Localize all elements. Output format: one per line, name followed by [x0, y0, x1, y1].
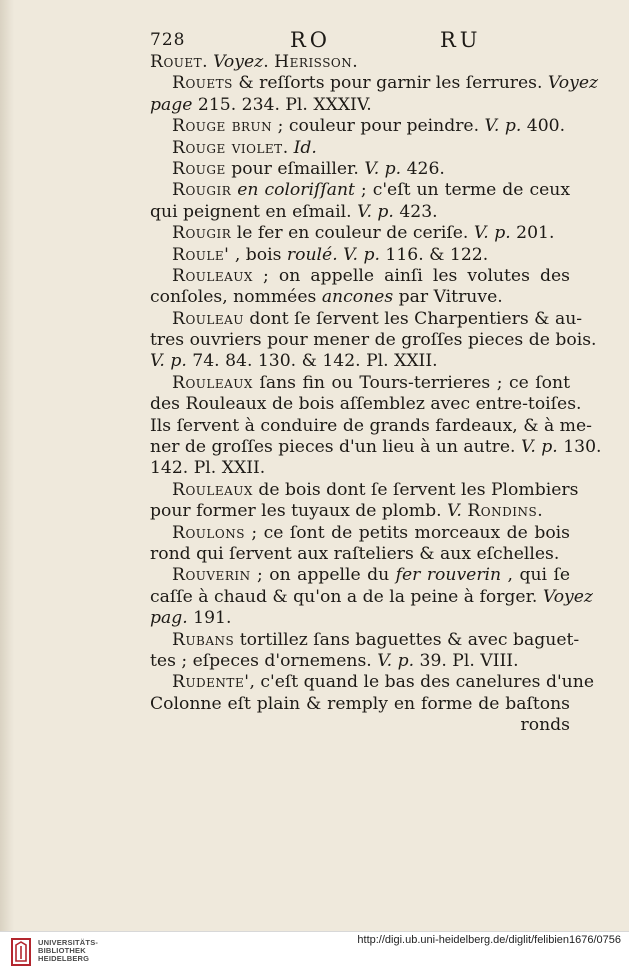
- line-content: [172, 116, 565, 136]
- text-line: [150, 223, 570, 244]
- text-line: [150, 373, 570, 394]
- text-span: pour former les tuyaux de plomb.: [150, 501, 447, 522]
- text-span: .: [202, 52, 214, 72]
- running-head-left: RO: [290, 28, 332, 52]
- text-line: [150, 415, 592, 437]
- text-line: [150, 586, 593, 608]
- text-span: .: [537, 501, 543, 522]
- line-content: [150, 437, 601, 457]
- text-line: [150, 308, 583, 330]
- text-span: ronds: [520, 715, 570, 736]
- line-content: [172, 672, 594, 692]
- line-content: [172, 180, 570, 200]
- logo-line: BIBLIOTHEK: [38, 946, 86, 955]
- line-content: [150, 458, 265, 478]
- entry-headword: Rougir: [172, 223, 232, 244]
- line-content: [172, 565, 570, 585]
- text-span: pour eſmailler.: [225, 158, 365, 179]
- line-content: [172, 373, 570, 393]
- line-content: [172, 223, 554, 243]
- text-line: [150, 202, 570, 223]
- italic-text: V. p.: [343, 244, 380, 265]
- line-content: [172, 309, 582, 329]
- text-line: [150, 159, 570, 180]
- text-span: 74. 84. 130. & 142. Pl. XXII.: [186, 351, 438, 372]
- text-span: ; on appelle du: [250, 565, 396, 586]
- entry-headword: Rouleaux: [172, 265, 253, 286]
- text-line: [150, 694, 570, 715]
- running-head: [150, 30, 580, 54]
- text-span: ſans fin ou Tours-terrieres ; ce ſont: [252, 372, 570, 393]
- entry-headword: Rudente': [172, 672, 250, 693]
- text-line: [150, 138, 570, 159]
- entry-headword: Rouleau: [172, 308, 244, 329]
- text-line: [150, 651, 570, 672]
- line-content: [150, 544, 559, 564]
- text-span: de bois dont ſe ſervent les Plombiers: [252, 479, 579, 500]
- line-content: [172, 266, 570, 286]
- text-line: [150, 266, 570, 287]
- italic-text: Voyez: [547, 73, 599, 94]
- entry-headword: Rougir: [172, 180, 232, 201]
- italic-text: V. p.: [364, 158, 402, 179]
- text-span: 423.: [393, 201, 438, 222]
- text-span: .: [282, 137, 294, 158]
- entry-headword: Roule': [172, 244, 230, 265]
- text-span: rond qui ſervent aux raſteliers & aux eſchelles.: [150, 543, 560, 564]
- text-span: le fer en couleur de ceriſe.: [231, 223, 474, 244]
- italic-text: V. p.: [520, 437, 558, 458]
- text-span: , qui ſe: [501, 565, 570, 586]
- line-content: [172, 138, 317, 158]
- text-span: tortillez ſans baguettes & avec baguet-: [234, 629, 580, 650]
- italic-text: V. p.: [357, 201, 394, 222]
- text-span: dont ſe ſervent les Charpentiers & au-: [243, 308, 583, 329]
- entry-headword: Rouleaux: [172, 372, 253, 393]
- text-line: [150, 245, 570, 266]
- text-line: [150, 95, 570, 116]
- text-span: tres ouvriers pour mener de groſſes pieces de bois.: [150, 330, 597, 351]
- text-span: 191.: [187, 608, 232, 629]
- text-span: 142. Pl. XXII.: [150, 458, 266, 479]
- text-line: [150, 116, 570, 137]
- line-content: [150, 501, 543, 521]
- text-line: [150, 437, 602, 458]
- entry-headword: Rouge: [172, 158, 226, 179]
- text-span: 39. Pl. VIII.: [414, 650, 519, 671]
- entry-headword: Rouets: [172, 73, 233, 94]
- line-content: [150, 694, 570, 714]
- italic-text: en coloriſſant: [237, 180, 355, 201]
- text-line: [150, 287, 570, 308]
- line-content: [150, 587, 593, 607]
- text-line: [150, 501, 570, 522]
- italic-text: fer rouverin: [395, 565, 502, 586]
- entry-headword: Rubans: [172, 629, 235, 650]
- line-content: [150, 202, 438, 222]
- text-span: tes ; eſpeces d'ornemens.: [150, 650, 378, 671]
- line-content: [172, 480, 578, 500]
- line-content: [150, 95, 372, 115]
- dictionary-entries: [150, 52, 602, 737]
- text-line: [150, 565, 570, 586]
- text-line: [150, 351, 570, 372]
- running-head-right: RU: [440, 28, 482, 52]
- line-content: [150, 330, 596, 350]
- text-span: 130.: [557, 437, 602, 458]
- text-span: 426.: [401, 158, 445, 179]
- line-content: [521, 715, 570, 735]
- text-line: [150, 73, 599, 94]
- italic-text: V.: [447, 501, 462, 522]
- text-span: & reſſorts pour garnir les ſerrures.: [232, 73, 548, 94]
- text-span: .: [352, 52, 358, 72]
- text-span: 400.: [521, 116, 566, 137]
- italic-text: Id.: [293, 137, 317, 158]
- entry-headword: Rouet: [150, 52, 203, 72]
- text-line: [150, 629, 580, 651]
- page-gutter-shadow: [0, 0, 14, 931]
- line-content: [150, 416, 592, 436]
- line-content: [150, 651, 519, 671]
- line-content: [172, 523, 570, 543]
- text-line: [150, 672, 594, 693]
- line-content: [150, 351, 438, 371]
- text-span: Colonne eſt plain & remply en forme de baſtons: [150, 693, 570, 714]
- text-line: [150, 458, 570, 479]
- italic-text: V. p.: [377, 650, 415, 671]
- text-line: [150, 523, 570, 544]
- text-span: ner de groſſes pieces d'un lieu à un autre.: [150, 437, 521, 458]
- text-span: des Rouleaux de bois aſſemblez avec entre-toiſes.: [150, 394, 582, 415]
- text-span: 215. 234. Pl. XXXIV.: [192, 94, 372, 115]
- italic-text: roulé.: [286, 244, 338, 265]
- text-line: [150, 544, 570, 565]
- italic-text: V. p.: [473, 223, 511, 244]
- text-line: [150, 608, 570, 629]
- text-span: , c'eſt quand le bas des canelures d'une: [249, 672, 594, 693]
- italic-text: Voyez: [213, 52, 264, 72]
- entry-headword: Rouge violet: [172, 137, 283, 158]
- text-span: par Vitruve.: [393, 287, 503, 308]
- line-content: [150, 52, 358, 72]
- source-url-link[interactable]: http://digi.ub.uni-heidelberg.de/diglit/felibien1676/0756: [357, 934, 621, 946]
- text-span: qui peignent en eſmail.: [150, 201, 358, 222]
- entry-headword: Rouverin: [172, 565, 251, 586]
- text-span: caſſe à chaud & qu'on a de la peine à forger.: [150, 586, 543, 607]
- logo-line: HEIDELBERG: [38, 954, 90, 963]
- text-span: ; c'eſt un terme de ceux: [354, 180, 571, 201]
- line-content: [172, 73, 598, 93]
- library-logo-icon[interactable]: [10, 936, 34, 968]
- line-content: [172, 630, 579, 650]
- entry-headword: Roulons: [172, 522, 245, 543]
- text-line: [150, 394, 582, 415]
- italic-text: page: [150, 94, 193, 115]
- text-span: , bois: [229, 244, 287, 265]
- text-line: [150, 479, 579, 501]
- line-content: [150, 394, 581, 414]
- text-span: ; couleur pour peindre.: [272, 116, 485, 137]
- text-span: 116. & 122.: [379, 244, 489, 265]
- library-logo-text: [38, 939, 98, 963]
- line-content: [172, 159, 445, 179]
- text-line: [150, 52, 570, 73]
- text-line: [150, 330, 597, 351]
- text-span: Ils ſervent à conduire de grands fardeaux, & à me-: [150, 415, 592, 436]
- entry-headword: Rouge brun: [172, 116, 273, 137]
- italic-text: V. p.: [484, 116, 522, 137]
- italic-text: Voyez: [542, 586, 593, 607]
- line-content: [150, 608, 231, 628]
- text-span: 201.: [510, 223, 555, 244]
- entry-headword: Rouleaux: [172, 479, 253, 500]
- italic-text: pag.: [150, 608, 188, 629]
- logo-line: UNIVERSITÄTS-: [38, 938, 99, 947]
- text-span: conſoles, nommées: [150, 287, 322, 308]
- line-content: [150, 287, 503, 307]
- text-span: .: [263, 52, 275, 72]
- text-line: [150, 180, 570, 201]
- entry-headword: Rondins: [467, 501, 538, 522]
- text-span: ; ce ſont de petits morceaux de bois: [244, 522, 570, 543]
- italic-text: V. p.: [150, 351, 187, 372]
- text-line: [150, 715, 570, 736]
- entry-headword: Herisson: [274, 52, 353, 72]
- italic-text: ancones: [321, 287, 394, 308]
- text-span: ; on appelle ainſi les volutes des: [252, 265, 570, 286]
- line-content: [172, 245, 488, 265]
- page-number: 728: [150, 30, 186, 50]
